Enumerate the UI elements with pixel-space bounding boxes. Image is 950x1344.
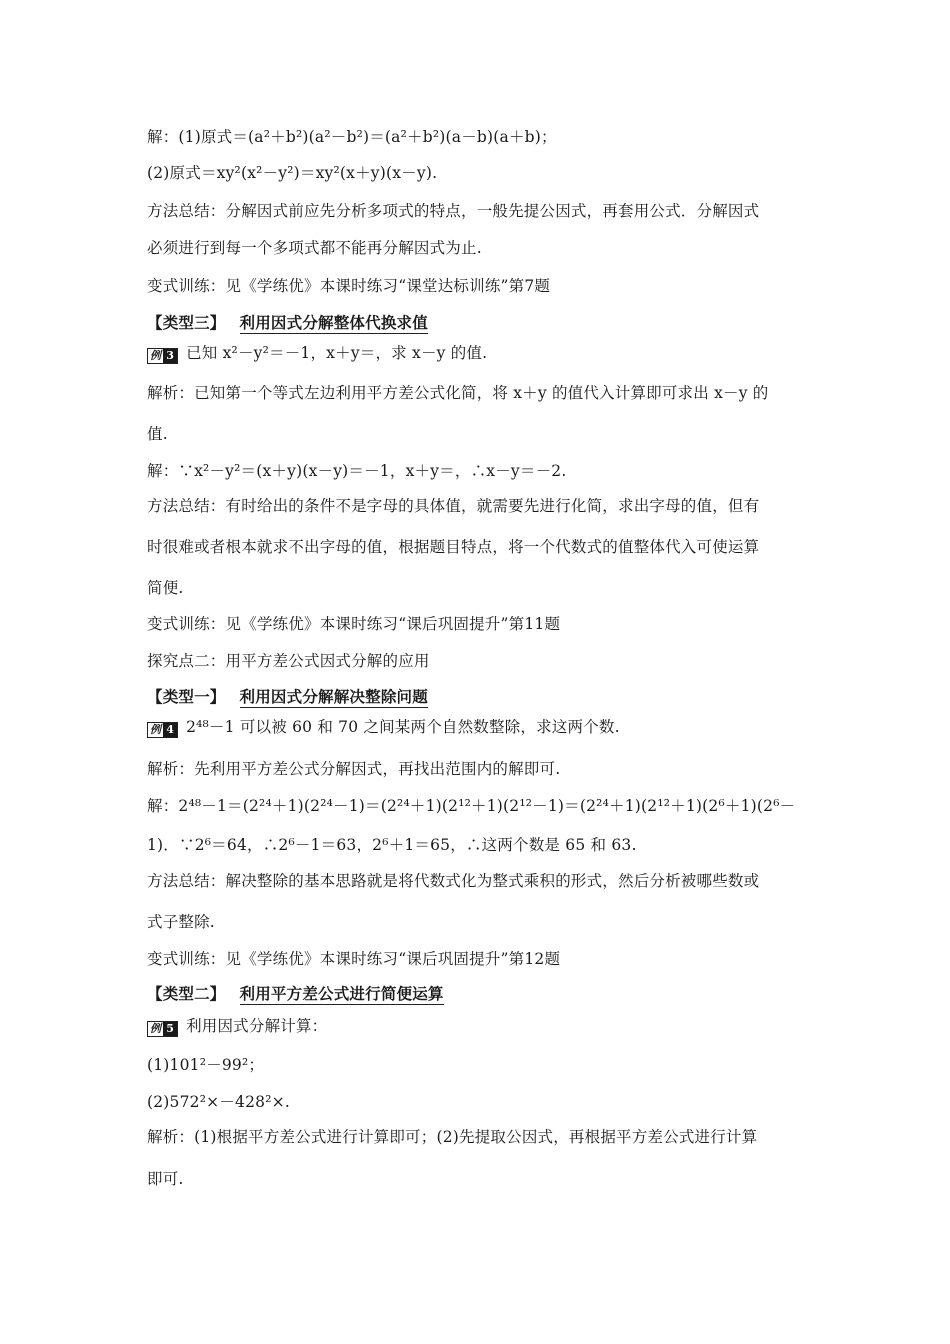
example-badge: 例 5: [147, 1021, 178, 1037]
analysis-line: 解析：先利用平方差公式分解因式，再找出范围内的解即可.: [147, 760, 561, 778]
section-heading: [147, 687, 428, 707]
solution-line: 解：∵x²－y²＝(x＋y)(x－y)＝－1，x＋y＝，∴x－y＝－2.: [147, 462, 567, 480]
section-tag: 【类型三】: [147, 313, 226, 332]
example-line: [147, 1016, 327, 1036]
method-summary: 必须进行到每一个多项式都不能再分解因式为止.: [147, 239, 482, 257]
example-line: [147, 717, 620, 737]
example-text: 已知 x²－y²＝－1，x＋y＝，求 x－y 的值.: [186, 344, 488, 362]
analysis-line: 解析：(1)根据平方差公式进行计算即可；(2)先提取公因式，再根据平方差公式进行计算: [147, 1128, 758, 1146]
section-heading: [147, 313, 428, 333]
example-line: [147, 343, 487, 363]
variant-training: 变式训练：见《学练优》本课时练习“课后巩固提升”第11题: [147, 615, 561, 633]
section-tag: 【类型一】: [147, 687, 226, 706]
section-point: 探究点二：用平方差公式因式分解的应用: [147, 652, 430, 670]
example-badge: 例 4: [147, 722, 178, 738]
analysis-line: 解析：已知第一个等式左边利用平方差公式化简，将 x＋y 的值代入计算即可求出 x－y 的: [147, 384, 769, 402]
section-title: 利用因式分解解决整除问题: [239, 687, 428, 706]
method-summary: 方法总结：解决整除的基本思路就是将代数式化为整式乘积的形式，然后分析被哪些数或: [147, 872, 760, 890]
problem-item: (2)572²×－428²×.: [147, 1093, 290, 1111]
variant-training: 变式训练：见《学练优》本课时练习“课堂达标训练”第7题: [147, 277, 551, 295]
variant-training: 变式训练：见《学练优》本课时练习“课后巩固提升”第12题: [147, 950, 561, 968]
analysis-line: 即可.: [147, 1170, 184, 1188]
section-heading: [147, 984, 444, 1004]
method-summary: 简便.: [147, 579, 184, 597]
method-summary: 方法总结：分解因式前应先分析多项式的特点，一般先提公因式，再套用公式．分解因式: [147, 202, 760, 220]
solution-line: 解：(1)原式＝(a²＋b²)(a²－b²)＝(a²＋b²)(a－b)(a＋b)；: [147, 128, 557, 146]
solution-line: 1)．∵2⁶＝64，∴2⁶－1＝63，2⁶＋1＝65，∴这两个数是 65 和 63.: [147, 836, 637, 854]
solution-line: (2)原式＝xy²(x²－y²)＝xy²(x＋y)(x－y).: [147, 164, 438, 182]
example-text: 2⁴⁸－1 可以被 60 和 70 之间某两个自然数整除，求这两个数.: [186, 718, 620, 736]
method-summary: 方法总结：有时给出的条件不是字母的具体值，就需要先进行化简，求出字母的值，但有: [147, 497, 760, 515]
solution-line: 解：2⁴⁸－1＝(2²⁴＋1)(2²⁴－1)＝(2²⁴＋1)(2¹²＋1)(2¹²－1)＝(2²⁴＋1)(2¹²＋1)(2⁶＋1)(2⁶－: [147, 797, 796, 815]
problem-item: (1)101²－99²；: [147, 1056, 265, 1074]
method-summary: 时很难或者根本就求不出字母的值，根据题目特点，将一个代数式的值整体代入可使运算: [147, 538, 760, 556]
method-summary: 式子整除.: [147, 913, 215, 931]
section-title: 利用因式分解整体代换求值: [239, 313, 428, 332]
example-badge: 例 3: [147, 348, 178, 364]
section-title: 利用平方差公式进行简便运算: [239, 984, 444, 1003]
example-text: 利用因式分解计算：: [186, 1017, 328, 1035]
section-tag: 【类型二】: [147, 984, 226, 1003]
analysis-line: 值.: [147, 425, 168, 443]
